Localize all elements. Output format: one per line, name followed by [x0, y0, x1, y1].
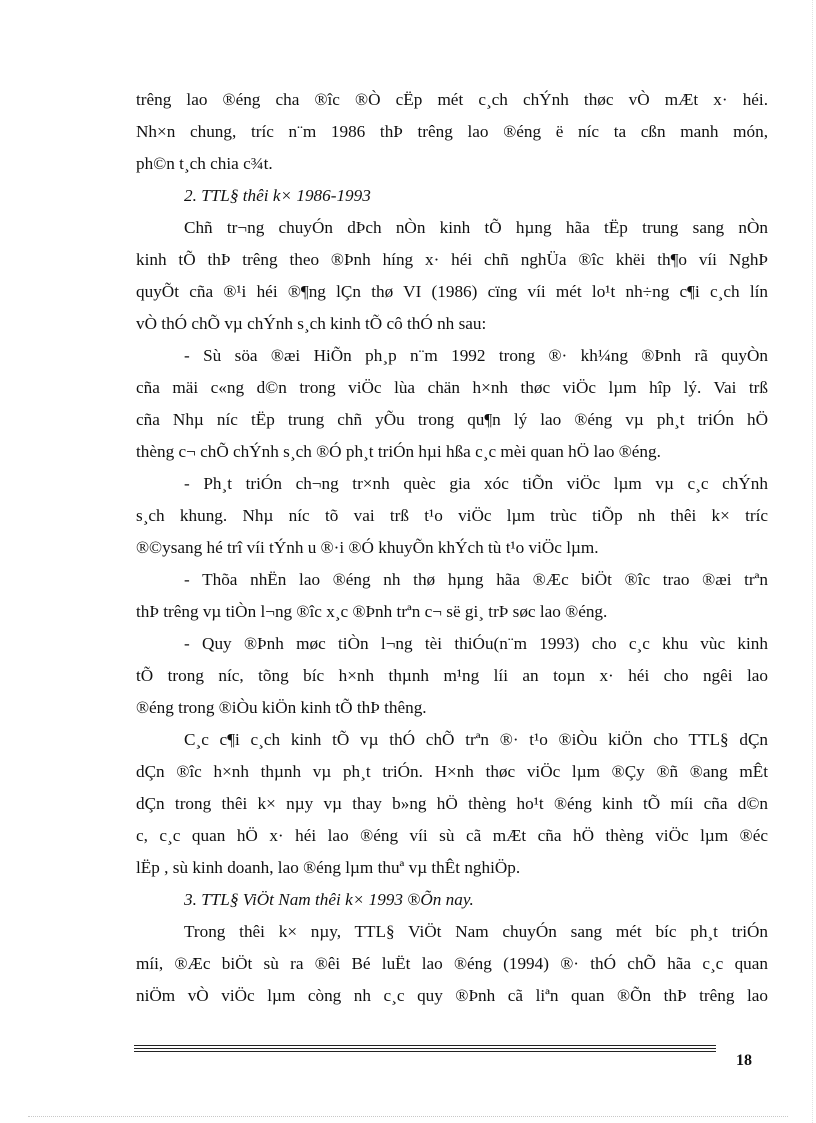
text-line: dÇn ®îc h×nh thµnh vµ ph¸t triÓn. H×nh thøc viÖc lµm ®Çy ®ñ ®ang mÊt	[136, 762, 768, 781]
section-heading: 2. TTL§ thêi k× 1986-1993	[184, 186, 371, 205]
text-line: Chñ tr¬ng chuyÓn dÞch nÒn kinh tÕ hµng hãa tËp trung sang nÒn	[184, 218, 768, 237]
text-line: cña mäi c«ng d©n trong viÖc lùa chän h×nh thøc viÖc lµm hîp lý. Vai trß	[136, 378, 768, 397]
footer-rule	[134, 1045, 716, 1046]
text-line: c, c¸c quan hÖ x· héi lao ®éng víi sù cã mÆt cña hÖ thèng viÖc lµm ®éc	[136, 826, 768, 845]
page-edge	[812, 0, 813, 1123]
text-line: ph©n t¸ch chia c¾t.	[136, 154, 273, 173]
text-line: thÞ trêng vµ tiÒn l¬ng ®îc x¸c ®Þnh trªn c¬ së gi¸ trÞ søc lao ®éng.	[136, 602, 608, 621]
text-line: - Sù söa ®æi HiÕn ph¸p n¨m 1992 trong ®· kh¼ng ®Þnh rã quyÒn	[184, 346, 768, 365]
footer-rule	[134, 1051, 716, 1052]
page-break-divider	[28, 1116, 788, 1117]
text-line: C¸c c¶i c¸ch kinh tÕ vµ thÓ chÕ trªn ®· t¹o ®iÒu kiÖn cho TTL§ dÇn	[184, 730, 768, 749]
text-line: ®©ysang hé trî víi tÝnh u ®·i ®Ó khuyÕn khÝch tù t¹o viÖc lµm.	[136, 538, 599, 557]
section-heading: 3. TTL§ ViÖt Nam thêi k× 1993 ®Õn nay.	[184, 890, 474, 909]
text-line: vÒ thÓ chÕ vµ chÝnh s¸ch kinh tÕ cô thÓ nh sau:	[136, 314, 487, 333]
text-line: - Quy ®Þnh møc tiÒn l¬ng tèi thiÓu(n¨m 1993) cho c¸c khu vùc kinh	[184, 634, 768, 653]
text-line: - Ph¸t triÓn ch¬ng tr×nh quèc gia xóc tiÕn viÖc lµm vµ c¸c chÝnh	[184, 474, 768, 493]
text-line: tÕ trong níc, tõng bíc h×nh thµnh m¹ng líi an toµn x· héi cho ngêi lao	[136, 666, 768, 685]
text-line: quyÕt cña ®¹i héi ®¶ng lÇn thø VI (1986) cïng víi mét lo¹t nh÷ng c¶i c¸ch lín	[136, 282, 768, 301]
text-line: thèng c¬ chÕ chÝnh s¸ch ®Ó ph¸t triÓn hµi hßa c¸c mèi quan hÖ lao ®éng.	[136, 442, 661, 461]
text-line: trêng lao ®éng cha ®îc ®Ò cËp mét c¸ch chÝnh thøc vÒ mÆt x· héi.	[136, 90, 768, 109]
text-line: Nh×n chung, tríc n¨m 1986 thÞ trêng lao ®éng ë níc ta cßn manh món,	[136, 122, 768, 141]
page-number: 18	[736, 1052, 752, 1069]
text-line: míi, ®Æc biÖt sù ra ®êi Bé luËt lao ®éng (1994) ®· thÓ chÕ hãa c¸c quan	[136, 954, 768, 973]
text-line: - Thõa nhËn lao ®éng nh thø hµng hãa ®Æc biÖt ®îc trao ®æi trªn	[184, 570, 768, 589]
text-line: Trong thêi k× nµy, TTL§ ViÖt Nam chuyÓn sang mét bíc ph¸t triÓn	[184, 922, 768, 941]
text-line: lËp , sù kinh doanh, lao ®éng lµm thuª vµ thÊt nghiÖp.	[136, 858, 521, 877]
text-line: dÇn trong thêi k× nµy vµ thay b»ng hÖ thèng ho¹t ®éng kinh tÕ míi cña d©n	[136, 794, 768, 813]
text-line: niÖm vÒ viÖc lµm còng nh c¸c quy ®Þnh cã liªn quan ®Õn thÞ trêng lao	[136, 986, 768, 1005]
text-line: ®éng trong ®iÒu kiÖn kinh tÕ thÞ thêng.	[136, 698, 427, 717]
text-line: cña Nhµ níc tËp trung chñ yÕu trong qu¶n lý lao ®éng vµ ph¸t triÓn hÖ	[136, 410, 768, 429]
footer-rule	[134, 1048, 716, 1049]
text-line: s¸ch khung. Nhµ níc tõ vai trß t¹o viÖc lµm trùc tiÕp nh thêi k× tríc	[136, 506, 768, 525]
text-line: kinh tÕ thÞ trêng theo ®Þnh híng x· héi chñ nghÜa ®îc khëi th¶o víi NghÞ	[136, 250, 768, 269]
